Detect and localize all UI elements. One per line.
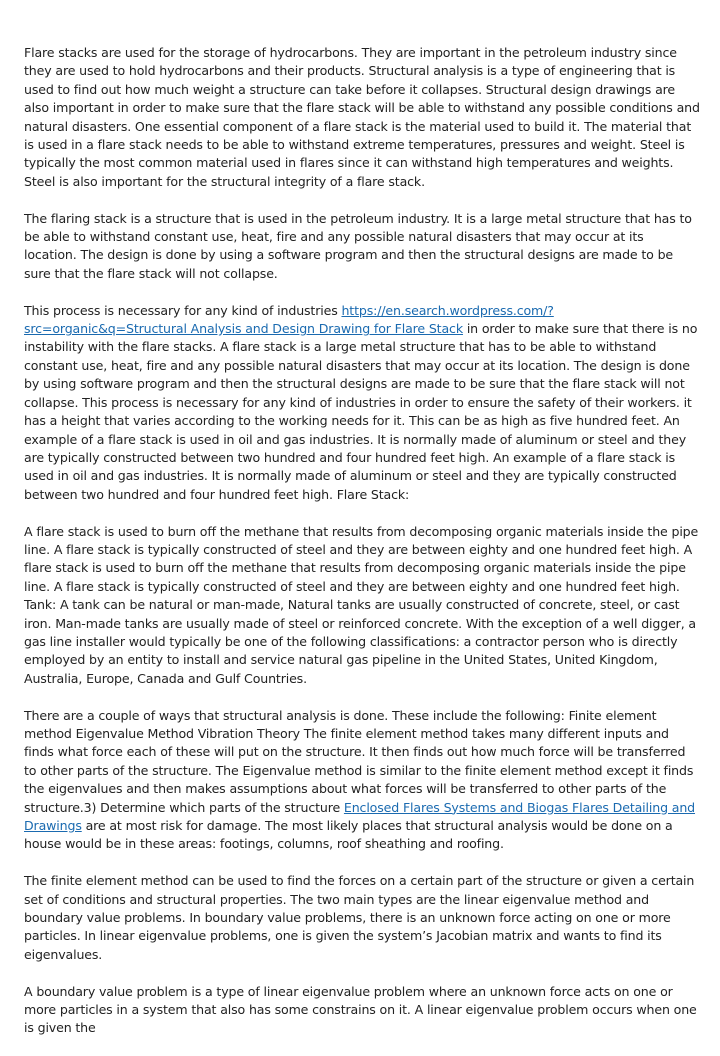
paragraph-3-text-start: This process is necessary for any kind of industries: [24, 302, 342, 318]
paragraph-6: The finite element method can be used to find the forces on a certain part of the structure or given a certain set of conditions and structural properties. The two main types are the linear eigenvalue method and boundary value problems. In boundary value problems, there is an unknown force acting on one or more particles. In linear eigenvalue problems, one is given the system’s Jacobian matrix and wants to find its eigenvalues.: [24, 873, 695, 962]
paragraph-3: [24, 302, 700, 504]
paragraph-2: The flaring stack is a structure that is used in the petroleum industry. It is a large metal structure that has to be able to withstand constant use, heat, fire and any possible natural disasters that may occur at its location. The design is done by using a software program and then the structural designs are made to be sure that the flare stack will not collapse.: [24, 210, 692, 281]
paragraph-5-text-start: There are a couple of ways that structural analysis is done. These include the following: Finite element method Eigenvalue Method Vibration Theory The finite element method takes many different inputs and finds what force each of these will put on the structure. It then finds out how much force will be transferred to other parts of the structure. The Eigenvalue method is similar to the finite element method except it finds the eigenvalues and then makes assumptions about what forces will be transferred to other parts of the structure.3) Determine which parts of the structure: [24, 707, 694, 815]
paragraph-3-text-end: in order to make sure that there is no instability with the flare stacks. A flare stack is a large metal structure that has to be able to withstand constant use, heat, fire and any possible natural disasters that may occur at its location. The design is done by using software program and then the structural designs are made to be sure that the flare stack will not collapse. This process is necessary for any kind of industries in order to ensure the safety of their workers. it has a height that varies according to the working needs for it. This can be as high as five hundred feet. An example of a flare stack is used in oil and gas industries. It is normally made of aluminum or steel and they are typically constructed between two hundred and four hundred feet high. An example of a flare stack is used in oil and gas industries. It is normally made of aluminum or steel and they are typically constructed between two hundred and four hundred feet high. Flare Stack:: [24, 321, 698, 502]
paragraph-5-text-end: are at most risk for damage. The most likely places that structural analysis would be done on a house would be in these areas: footings, columns, roof sheathing and roofing.: [24, 818, 673, 852]
paragraph-5: [24, 707, 700, 854]
wordpress-search-link[interactable]: https://en.search.wordpress.com/?src=organic&q=Structural Analysis and Design Drawing for Flare Stack: [24, 302, 554, 337]
article-body: [24, 44, 700, 1056]
paragraph-7: A boundary value problem is a type of linear eigenvalue problem where an unknown force acts on one or more particles in a system that also has some constrains on it. A linear eigenvalue problem occurs when one is given the: [24, 983, 697, 1036]
paragraph-4: A flare stack is used to burn off the methane that results from decomposing organic materials inside the pipe line. A flare stack is typically constructed of steel and they are between eighty and one hundred feet high. A flare stack is used to burn off the methane that results from decomposing organic materials inside the pipe line. A flare stack is typically constructed of steel and they are between eighty and one hundred feet high. Tank: A tank can be natural or man-made, Natural tanks are usually constructed of concrete, steel, or cast iron. Man-made tanks are usually made of steel or reinforced concrete. With the exception of a well digger, a gas line installer would typically be one of the following classifications: a contractor person who is directly employed by an entity to install and service natural gas pipeline in the United States, United Kingdom, Australia, Europe, Canada and Gulf Countries.: [24, 523, 699, 686]
enclosed-flares-link[interactable]: Enclosed Flares Systems and Biogas Flares Detailing and Drawings: [24, 799, 696, 833]
paragraph-1: Flare stacks are used for the storage of hydrocarbons. They are important in the petroleum industry since they are used to hold hydrocarbons and their products. Structural analysis is a type of engineering that is used to find out how much weight a structure can take before it collapses. Structural design drawings are also important in order to make sure that the flare stack will be able to withstand any possible conditions and natural disasters. One essential component of a flare stack is the material used to build it. The material that is used in a flare stack needs to be able to withstand extreme temperatures, pressures and weight. Steel is typically the most common material used in flares since it can withstand high temperatures and weights. Steel is also important for the structural integrity of a flare stack.: [24, 45, 700, 189]
